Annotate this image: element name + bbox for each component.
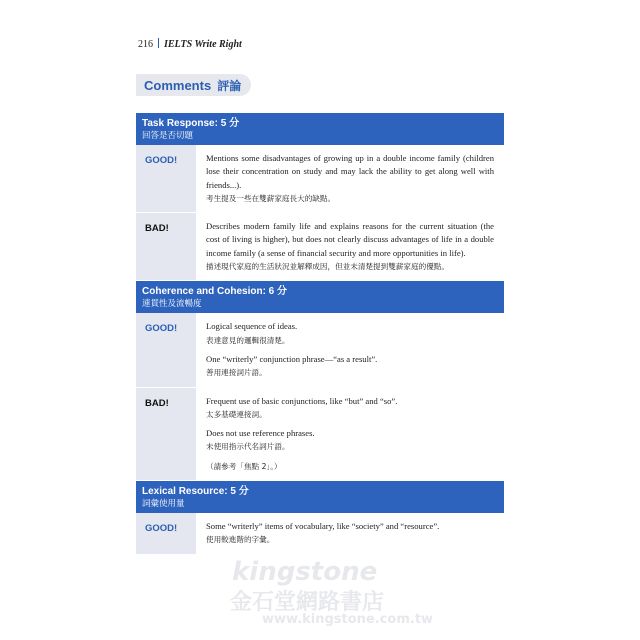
comment-row xyxy=(136,145,504,213)
section-subtitle: 連貫性及流暢度 xyxy=(142,298,202,309)
section-header xyxy=(136,113,504,145)
section-title: Lexical Resource: 5 分 xyxy=(142,486,249,498)
comment-text xyxy=(196,213,504,280)
comment-paragraph xyxy=(206,220,494,273)
comment-en: Logical sequence of ideas. xyxy=(206,321,298,332)
section-header xyxy=(136,481,504,513)
section-title: Task Response: 5 分 xyxy=(142,118,240,129)
comment-text xyxy=(196,313,504,386)
comments-heading xyxy=(136,74,251,96)
bad-label: BAD! xyxy=(136,388,196,480)
comment-zh: （請參考「焦點 2」。） xyxy=(206,461,282,471)
comment-paragraph xyxy=(206,395,494,422)
section-header xyxy=(136,281,504,313)
bad-label: BAD! xyxy=(136,213,196,280)
comment-paragraph xyxy=(206,320,494,347)
comment-en: Frequent use of basic conjunctions, like “but” and “so”. xyxy=(206,395,398,406)
comment-en: Does not use reference phrases. xyxy=(206,428,315,439)
comment-zh: 善用連接詞片語。 xyxy=(206,368,267,378)
comment-zh: 表達意見的邏輯很清楚。 xyxy=(206,335,290,345)
comment-paragraph xyxy=(206,427,494,454)
comment-en: One “writerly” conjunction phrase—“as a result”. xyxy=(206,353,378,364)
comment-row xyxy=(136,313,504,387)
section-title: Coherence and Cohesion: 6 分 xyxy=(142,286,288,298)
comment-paragraph xyxy=(206,460,494,473)
comments-label-en: Comments xyxy=(144,77,212,93)
comment-zh: 未使用指示代名詞片語。 xyxy=(206,442,290,452)
good-label: GOOD! xyxy=(136,513,196,554)
comment-text xyxy=(196,388,504,480)
comment-text xyxy=(196,145,504,212)
watermark-store-name: 金石堂網路書店 xyxy=(230,590,385,615)
watermark-logo: kingstone xyxy=(232,557,378,587)
comment-zh: 考生提及一些在雙薪家庭長大的缺點。 xyxy=(206,193,336,203)
comment-row xyxy=(136,513,504,555)
comment-row xyxy=(136,388,504,481)
good-label: GOOD! xyxy=(136,145,196,212)
comment-en: Describes modern family life and explains reasons for the current situation (the cost of living is higher), but does not clearly discuss advantages of life in a double income family (a sense of financial security and more opportunities in life). xyxy=(206,221,494,258)
comment-paragraph xyxy=(206,520,494,547)
comment-zh: 太多基礎連接詞。 xyxy=(206,409,267,419)
comment-en: Some “writerly” items of vocabulary, like “society” and “resource”. xyxy=(206,521,440,532)
comments-table xyxy=(136,113,504,555)
comment-en: Mentions some disadvantages of growing up in a double income family (children lose their concentration on study and may lack the ability to get along well with friends...). xyxy=(206,153,494,190)
good-label: GOOD! xyxy=(136,313,196,386)
comments-label-zh: 評論 xyxy=(217,78,242,93)
watermark-url: www.kingstone.com.tw xyxy=(262,612,434,627)
section-subtitle: 回答是否切題 xyxy=(142,130,194,140)
running-head xyxy=(138,38,242,50)
comment-zh: 使用較進階的字彙。 xyxy=(206,535,275,545)
comment-row xyxy=(136,213,504,281)
page-number: 216 xyxy=(138,39,153,50)
header-divider xyxy=(158,38,159,48)
comment-text xyxy=(196,513,504,554)
section-subtitle: 詞彙使用量 xyxy=(142,498,185,509)
comment-zh: 描述現代家庭的生活狀況並解釋成因，但並未清楚提到雙薪家庭的優點。 xyxy=(206,262,449,272)
book-title: IELTS Write Right xyxy=(164,39,242,50)
comment-paragraph xyxy=(206,152,494,205)
comment-paragraph xyxy=(206,353,494,380)
